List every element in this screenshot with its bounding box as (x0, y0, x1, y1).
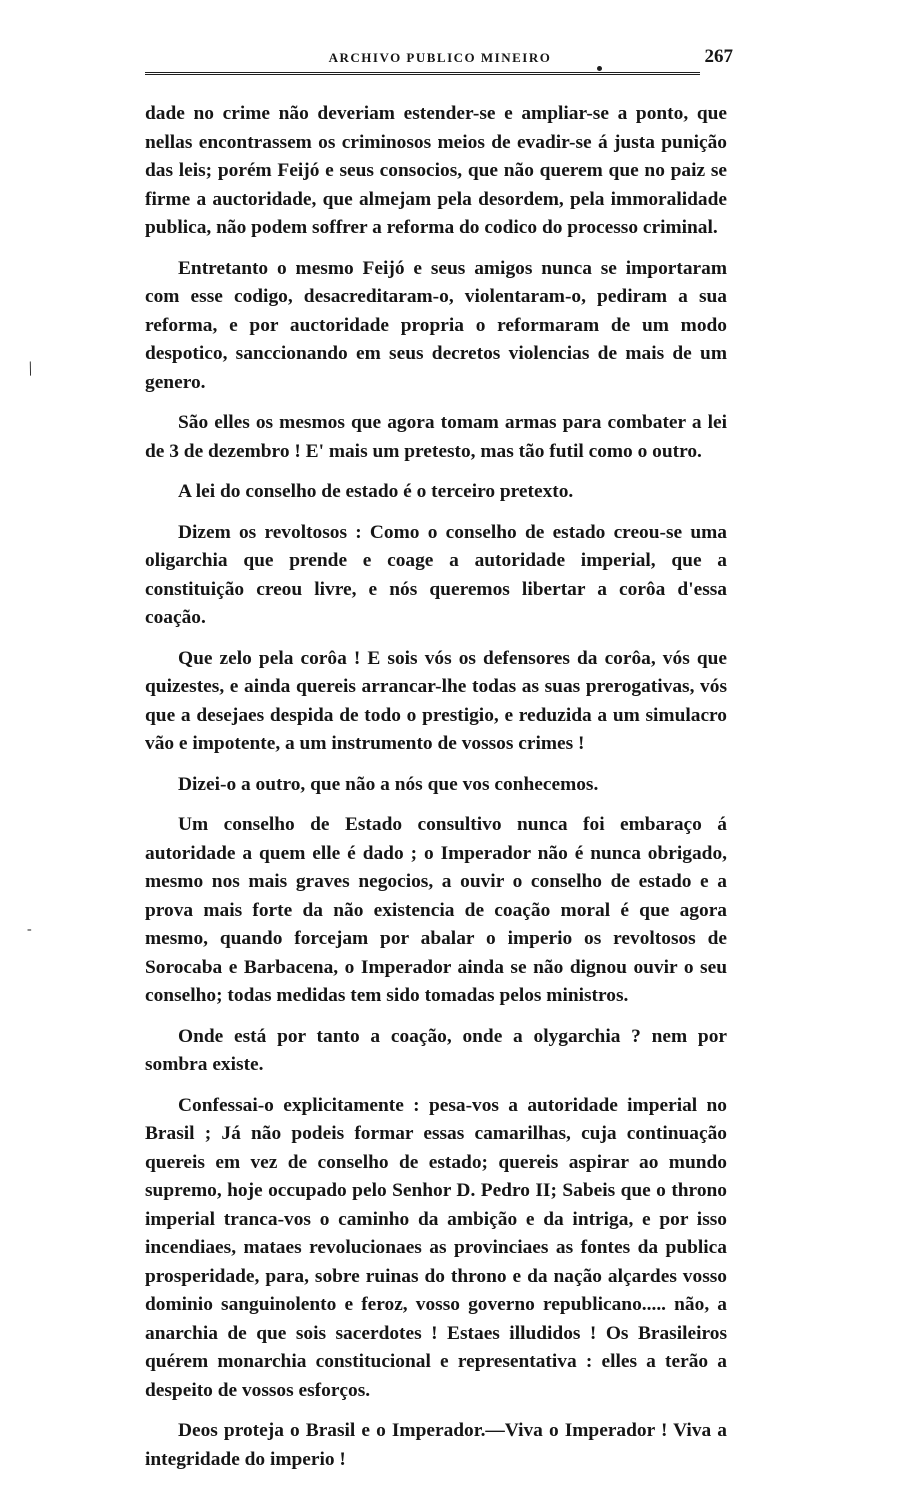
paragraph: Entretanto o mesmo Feijó e seus amigos nunca se importaram com esse codigo, desacreditaram-o, violentaram-o, pediram a sua reforma, e por auctoridade propria o reformaram de um modo despotico, sanccionando em seus decretos violencias de mais de um genero. (145, 257, 727, 393)
paragraph: Um conselho de Estado consultivo nunca foi embaraço á autoridade a quem elle é dado ; o Imperador não é nunca obrigado, mesmo nos mais graves negocios, a ouvir o conselho de estado e a prova mais forte da não existencia de coação moral é que agora mesmo, quando forcejam por abalar o imperio os revoltosos de Sorocaba e Barbacena, o Imperador ainda se não dignou ouvir o seu conselho; todas medidas tem sido tomadas pelos ministros. (145, 814, 727, 1006)
running-head: ARCHIVO PUBLICO MINEIRO (328, 50, 552, 65)
margin-mark: / (24, 357, 37, 381)
paragraph: Confessai-o explicitamente : pesa-vos a autoridade imperial no Brasil ; Já não podeis formar essas camarilhas, cuja continuação quereis em vez de conselho de estado; quereis aspirar ao mundo supremo, hoje occupado pelo Senhor D. Pedro II; Sabeis que o throno imperial tranca-vos o caminho da ambição e da intriga, e por isso incendiaes, mataes revolucionaes as provinciaes as fontes da publica prosperidade, para, sobre ruinas do throno e da nação alçardes vosso dominio sanguinolento e feroz, vosso governo republicano..... não, a anarchia de que sois sacerdotes ! Estaes illudidos ! Os Brasileiros quérem monarchia constitucional e representativa : elles a terão a despeito de vossos esforços. (145, 1094, 727, 1401)
page-number: 267 (704, 46, 733, 67)
paragraph: Deos proteja o Brasil e o Imperador.—Viva o Imperador ! Viva a integridade do imperio ! (145, 1420, 727, 1470)
body-text (145, 100, 727, 1486)
margin-mark: - (27, 922, 32, 937)
page-header (145, 44, 735, 78)
paragraph: Que zelo pela corôa ! E sois vós os defensores da corôa, vós que quizestes, e ainda quereis arrancar-lhe todas as suas prerogativas, vós que a desejaes despida de todo o prestigio, e reduzida a um simulacro vão e impotente, a um instrumento de vossos crimes ! (145, 647, 727, 754)
header-rule (145, 72, 700, 75)
paragraph: Dizei-o a outro, que não a nós que vos conhecemos. (178, 773, 599, 795)
paragraph: São elles os mesmos que agora tomam armas para combater a lei de 3 de dezembro ! E' mais um pretesto, mas tão futil como o outro. (145, 412, 727, 462)
paragraph: Onde está por tanto a coação, onde a olygarchia ? nem por sombra existe. (145, 1025, 727, 1075)
paragraph: Dizem os revoltosos : Como o conselho de estado creou-se uma oligarchia que prende e coage a autoridade imperial, que a constituição creou livre, e nós queremos libertar a corôa d'essa coação. (145, 521, 727, 628)
header-dot (597, 66, 602, 71)
paragraph: A lei do conselho de estado é o terceiro pretexto. (178, 481, 574, 502)
paragraph: dade no crime não deveriam estender-se e ampliar-se a ponto, que nellas encontrassem os criminosos meios de evadir-se á justa punição das leis; porém Feijó e seus consocios, que não querem que no paiz se firme a auctoridade, que almejam pela desordem, pela immoralidade publica, não podem soffrer a reforma do codico do processo criminal. (145, 103, 727, 238)
